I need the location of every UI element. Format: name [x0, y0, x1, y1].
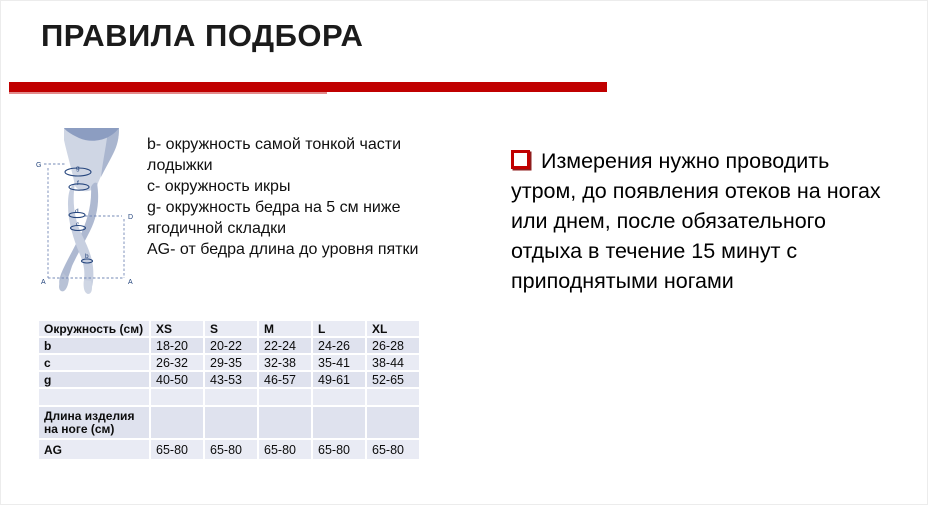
size-cell	[150, 406, 204, 439]
size-cell: 52-65	[366, 371, 420, 388]
size-cell: 65-80	[366, 439, 420, 460]
size-cell	[204, 406, 258, 439]
size-cell: 65-80	[204, 439, 258, 460]
label-band-b: b	[85, 253, 89, 260]
size-table-header-row	[38, 320, 420, 337]
size-table	[37, 319, 421, 461]
label-band-c: c	[76, 221, 80, 228]
table-row	[38, 371, 420, 388]
square-bullet-icon	[511, 150, 530, 169]
row-label	[38, 388, 150, 406]
table-row	[38, 439, 420, 460]
label-band-d: d	[75, 208, 79, 215]
label-band-f: f	[77, 180, 79, 187]
size-cell	[366, 406, 420, 439]
table-row	[38, 354, 420, 371]
size-table-head	[38, 320, 420, 337]
table-row	[38, 388, 420, 406]
row-label: g	[38, 371, 150, 388]
size-cell: 38-44	[366, 354, 420, 371]
size-table-col-header: S	[204, 320, 258, 337]
size-cell: 24-26	[312, 337, 366, 354]
size-cell: 29-35	[204, 354, 258, 371]
label-G: G	[36, 162, 42, 169]
size-cell: 35-41	[312, 354, 366, 371]
row-label: c	[38, 354, 150, 371]
label-A-right: A	[128, 279, 133, 286]
size-table-col-header: XS	[150, 320, 204, 337]
measurement-note	[511, 146, 893, 296]
size-cell: 32-38	[258, 354, 312, 371]
leg-measurement-diagram	[34, 125, 140, 297]
legend-line-g: g- окружность бедра на 5 см ниже ягодичной складки	[147, 199, 401, 237]
size-table-col-header: L	[312, 320, 366, 337]
legend-line-b: b- окружность самой тонкой части лодыжки	[147, 136, 402, 174]
table-row	[38, 337, 420, 354]
size-cell: 26-28	[366, 337, 420, 354]
size-cell	[366, 388, 420, 406]
size-table-col-header: M	[258, 320, 312, 337]
label-A-left: A	[41, 279, 46, 286]
size-table-body	[38, 337, 420, 460]
accent-divider-bar	[9, 82, 607, 92]
size-cell: 65-80	[258, 439, 312, 460]
legs-illustration	[59, 128, 119, 294]
size-cell: 18-20	[150, 337, 204, 354]
size-cell	[150, 388, 204, 406]
page-title: ПРАВИЛА ПОДБОРА	[41, 18, 364, 53]
size-cell: 49-61	[312, 371, 366, 388]
measurement-legend	[147, 134, 443, 260]
row-label: AG	[38, 439, 150, 460]
legend-line-ag: AG- от бедра длина до уровня пятки	[147, 241, 419, 258]
size-table-col-header: XL	[366, 320, 420, 337]
size-cell: 65-80	[150, 439, 204, 460]
label-D: D	[128, 214, 134, 221]
note-text: Измерения нужно проводить утром, до появления отеков на ногах или днем, после обязательного отдыха в течение 15 минут с приподнятыми ногами	[511, 149, 881, 293]
size-cell: 40-50	[150, 371, 204, 388]
row-label: b	[38, 337, 150, 354]
size-cell	[258, 388, 312, 406]
accent-divider-underline	[9, 92, 327, 94]
size-cell: 20-22	[204, 337, 258, 354]
size-cell	[204, 388, 258, 406]
size-cell	[312, 388, 366, 406]
size-cell: 65-80	[312, 439, 366, 460]
table-row	[38, 406, 420, 439]
size-cell: 43-53	[204, 371, 258, 388]
legend-line-c: c- окружность икры	[147, 178, 291, 195]
size-cell: 26-32	[150, 354, 204, 371]
row-label: Длина изделия на ноге (см)	[38, 406, 150, 439]
size-cell: 22-24	[258, 337, 312, 354]
size-cell	[258, 406, 312, 439]
size-table-corner-header: Окружность (см)	[38, 320, 150, 337]
size-cell: 46-57	[258, 371, 312, 388]
label-band-g: g	[76, 165, 80, 172]
size-cell	[312, 406, 366, 439]
